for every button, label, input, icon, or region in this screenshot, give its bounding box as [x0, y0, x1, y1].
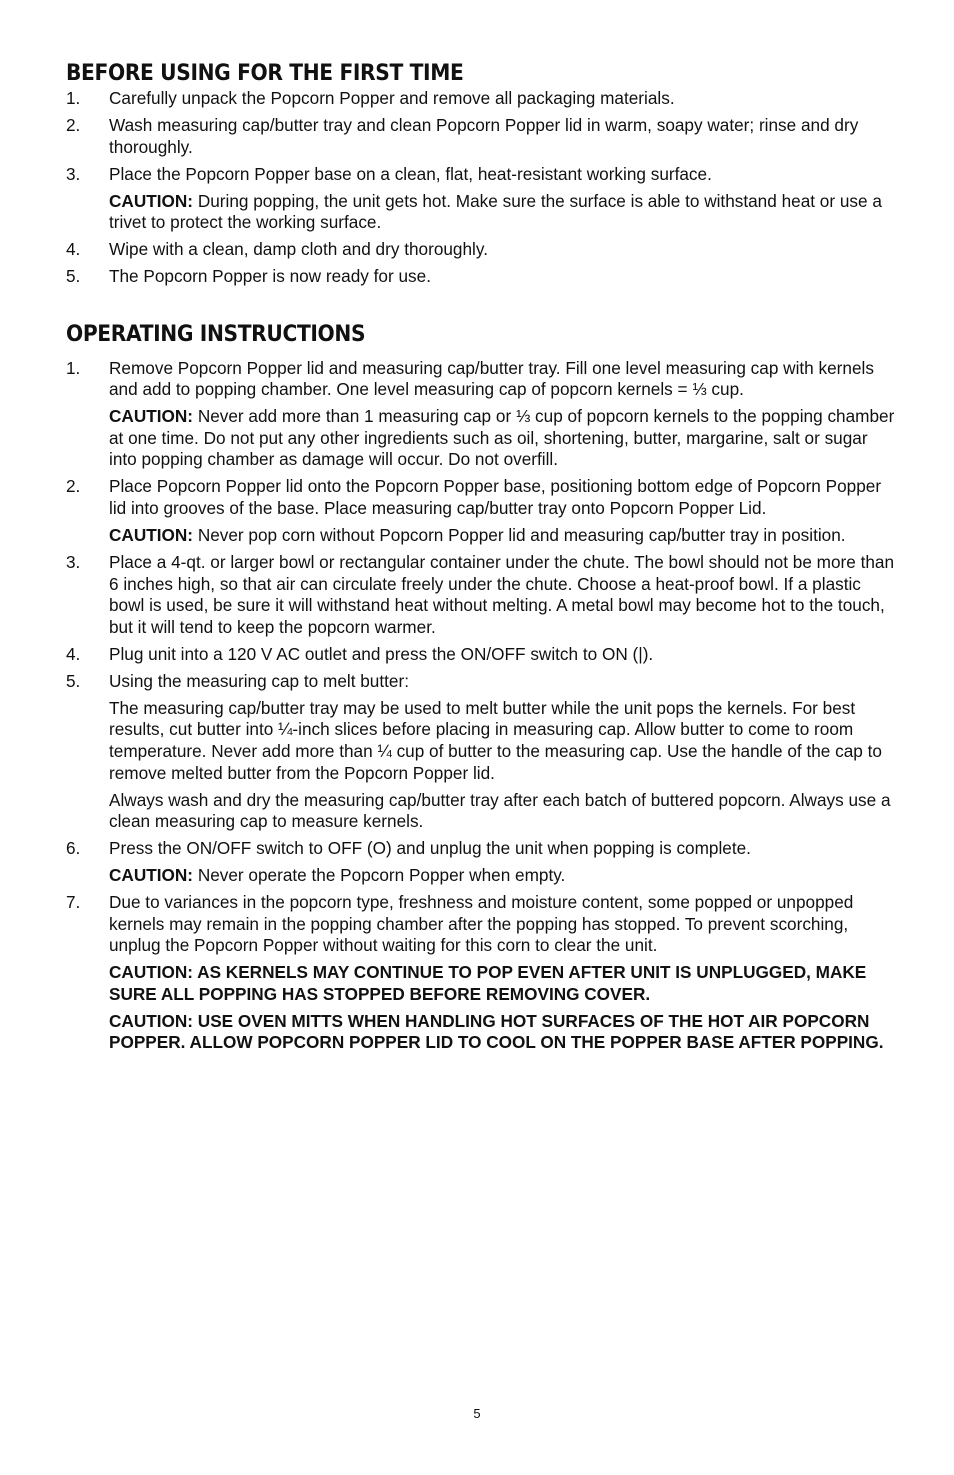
item-body: [109, 892, 896, 1054]
item-number: 1.: [66, 88, 81, 108]
item-number: 4.: [66, 643, 81, 664]
list-item: [66, 88, 896, 110]
list-item: [66, 358, 896, 471]
caution-note: [109, 525, 896, 547]
list-item: [66, 239, 896, 261]
list-item: [66, 266, 896, 288]
item-text: Remove Popcorn Popper lid and measuring cap/butter tray. Fill one level measuring cap with kernels and add to popping chamber. One level measuring cap of popcorn kernels = ⅓ cup.: [109, 357, 874, 400]
item-text: Plug unit into a 120 V AC outlet and press the ON/OFF switch to ON (|).: [109, 643, 654, 664]
item-body: [109, 358, 896, 471]
item-number: 4.: [66, 239, 81, 260]
caution-text: During popping, the unit gets hot. Make sure the surface is able to withstand heat or use a trivet to protect the working surface.: [109, 190, 882, 233]
item-number: 1.: [66, 357, 81, 378]
item-paragraph: The measuring cap/butter tray may be used to melt butter while the unit pops the kernels. For best results, cut butter into ¼-inch slices before placing in measuring cap. Allow butter to come to room temperature. Never add more than ¼ cup of butter to the measuring cap. Use the handle of the cap to remove melted butter from the Popcorn Popper lid.: [109, 697, 882, 783]
item-body: [109, 476, 896, 546]
caution-label: CAUTION:: [109, 406, 194, 427]
list-item: [66, 164, 896, 234]
page-number: 5: [473, 1406, 481, 1421]
item-text: Using the measuring cap to melt butter:: [109, 670, 409, 691]
item-number: 5.: [66, 670, 81, 691]
item-number: 3.: [66, 163, 81, 184]
item-paragraph: Always wash and dry the measuring cap/butter tray after each batch of buttered popcorn. Always use a clean measuring cap to measure kernels.: [109, 789, 891, 832]
item-text: Wipe with a clean, damp cloth and dry thoroughly.: [109, 239, 488, 260]
caution-note: [109, 865, 896, 887]
caution-text: Never pop corn without Popcorn Popper lid and measuring cap/butter tray in position.: [197, 525, 846, 546]
item-body: [109, 671, 896, 833]
item-text: Wash measuring cap/butter tray and clean Popcorn Popper lid in warm, soapy water; rinse and dry thoroughly.: [109, 114, 859, 157]
first-use-list: [66, 88, 896, 288]
section-heading-before-first-use: BEFORE USING FOR THE FIRST TIME: [66, 61, 464, 86]
list-item: [66, 552, 896, 638]
list-item: [66, 671, 896, 833]
item-number: 5.: [66, 266, 81, 287]
item-body: [109, 164, 896, 234]
item-text: Place a 4-qt. or larger bowl or rectangular container under the chute. The bowl should not be more than 6 inches high, so that air can circulate freely under the chute. Choose a heat-proof bowl. If a plastic bowl is used, be sure it will withstand heat without melting. A metal bowl may become hot to the touch, but it will tend to keep the popcorn warmer.: [109, 552, 895, 637]
caution-label: CAUTION:: [109, 525, 194, 546]
item-number: 7.: [66, 892, 81, 913]
item-body: [109, 838, 896, 887]
item-text: Place Popcorn Popper lid onto the Popcorn Popper base, positioning bottom edge of Popcorn Popper lid into grooves of the base. Place measuring cap/butter tray onto Popcorn Popper Lid.: [109, 476, 882, 519]
caution-warning: CAUTION: AS KERNELS MAY CONTINUE TO POP EVEN AFTER UNIT IS UNPLUGGED, MAKE SURE ALL POPPING HAS STOPPED BEFORE REMOVING COVER.: [109, 962, 867, 1004]
item-text: Place the Popcorn Popper base on a clean, flat, heat-resistant working surface.: [109, 163, 712, 184]
caution-text: Never add more than 1 measuring cap or ⅓ cup of popcorn kernels to the popping chamber at one time. Do not put any other ingredients such as oil, shortening, butter, margarine, salt or sugar into popping chamber as damage will occur. Do not overfill.: [109, 406, 895, 470]
caution-text: Never operate the Popcorn Popper when empty.: [197, 865, 566, 886]
caution-note: [109, 191, 896, 234]
list-item: [66, 115, 896, 158]
caution-label: CAUTION:: [109, 190, 194, 211]
section-heading-operating-instructions: OPERATING INSTRUCTIONS: [66, 321, 366, 347]
item-number: 2.: [66, 114, 81, 135]
item-text: Due to variances in the popcorn type, freshness and moisture content, some popped or unpopped kernels may remain in the popping chamber after the popping has stopped. To prevent scorching, unplug the Popcorn Popper without waiting for this corn to clear the unit.: [109, 892, 854, 956]
item-number: 6.: [66, 838, 81, 859]
operating-list: [66, 358, 896, 1054]
list-item: [66, 476, 896, 546]
item-number: 3.: [66, 552, 81, 573]
item-text: Press the ON/OFF switch to OFF (O) and unplug the unit when popping is complete.: [109, 838, 751, 859]
list-item: [66, 644, 896, 666]
list-item: [66, 838, 896, 887]
document-page: [66, 60, 896, 1059]
caution-note: [109, 406, 896, 471]
item-text: The Popcorn Popper is now ready for use.: [109, 266, 431, 287]
item-text: Carefully unpack the Popcorn Popper and remove all packaging materials.: [109, 88, 675, 108]
caution-label: CAUTION:: [109, 865, 194, 886]
list-item: [66, 892, 896, 1054]
item-number: 2.: [66, 476, 81, 497]
caution-warning: CAUTION: USE OVEN MITTS WHEN HANDLING HOT SURFACES OF THE HOT AIR POPCORN POPPER. ALLOW POPCORN POPPER LID TO COOL ON THE POPPER BASE AFTER POPPING.: [109, 1010, 884, 1053]
